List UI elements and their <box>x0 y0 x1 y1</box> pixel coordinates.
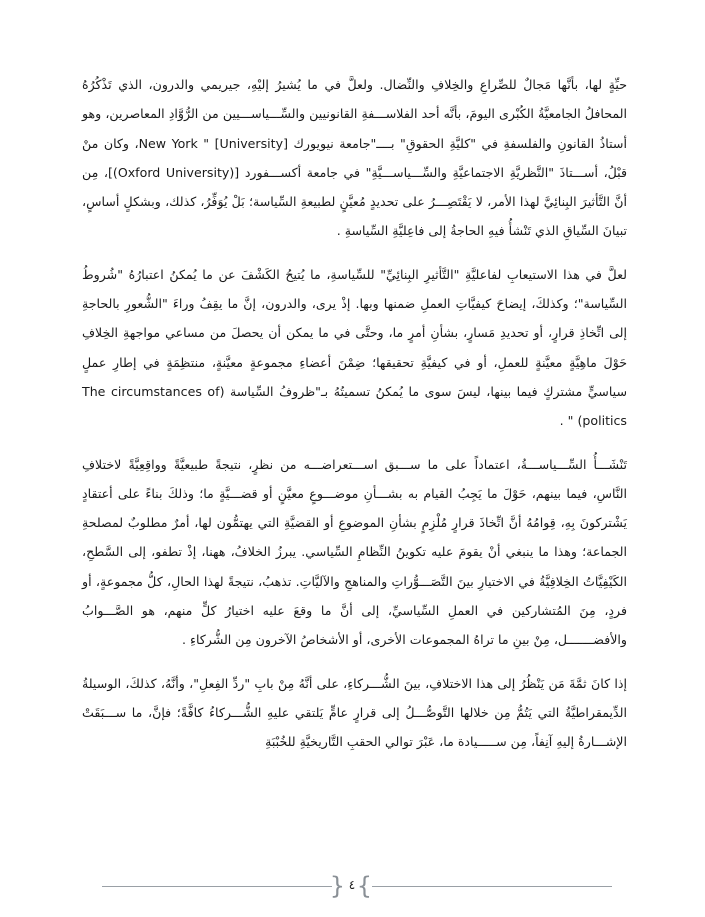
text-line: اعتبارُهُ "شُروطُ السِّياسة"؛ وكذلكَ، إيضاحَ كيفيَّاتِ العملِ ضمنها وبها. إذْ يرى، والدرون، إنَّ ما <box>82 266 627 312</box>
text-line: حيِّةٍ لها، بأنَّها مَجالٌ للصِّراعِ والخِلافِ والنِّضال. ولعلَّ في ما يُشيرُ إليْهِ، جيريمي والدرون، الذي <box>118 77 627 92</box>
text-line: بناءً على أعتقادٍ يَشْتركونَ بِهِ، قِوامُهُ أنَّ اتِّخاذَ قرارٍ مُلْزِمٍ بشأنِ الموضوعِ أو القضيَّةِ التي يهتمُّون <box>82 485 627 531</box>
text-line: وأنَّهُ، كذلكَ، الوسيلةُ الدِّيمقراطيَّةُ التي يَتُمُّ مِن خلالها التَّوصُّـــلُ إلى قرارٍ عامٍّ يَلتقي عليهِ الشُّـــركاءُ <box>82 675 627 720</box>
page-number: ٤ <box>348 878 356 892</box>
text-line: الخلافُ، ههنا، إذْ تطفو، إلى السَّطحِ، الكَيْفِيَّاتُ الخِلافِيَّةُ في الاختيارِ بينَ التَّصَـــوُّراتِ والمناهجِ <box>82 544 627 589</box>
paragraph <box>82 450 627 655</box>
footer-rule-right <box>372 886 612 887</box>
text-line: المعاصرين، وهو أستاذُ القانونِ والفلسفةِ في "كليَّةِ الحقوقِ" بــــ"جامعة نيويورك [New York " <box>82 106 627 151</box>
paragraph <box>82 260 627 436</box>
text-line: إلى أنَّ ما وقعَ عليه اختيارُ كلٍّ منهم، هو الصَّـــوابُ والأفضـــــــل، مِنْ بينِ ما تراهُ المجموعات <box>82 603 627 648</box>
text-line: لاختلافِ النَّاسِ، فيما بينهم، حَوْلَ ما يَجِبُ القيام به بشـــأنِ موضـــوعٍ معيَّنٍ أو قضـــيَّةٍ ما؛ وذلكَ <box>82 456 627 501</box>
text-line: [(Oxford University)]، مِن أنَّ التَّأثيرَ البِنائِيَّ لهذا الأمر، لا يَقْتَصِـــرُ على تحديدٍ مُعيَّنٍ <box>82 164 627 210</box>
document-body <box>82 70 627 771</box>
paragraph <box>82 669 627 757</box>
text-line: لعلَّ في هذا الاستيعابِ لفاعليَّةِ "التَّأثيرِ البِنائِيِّ" للسِّياسةِ، ما يُتيحُ الكَشْفَ عن ما يُمكنُ <box>169 266 628 282</box>
text-line: تسميتُهُ بـ"ظروفُ السِّياسة (The circumstances of politics) " . <box>82 383 627 429</box>
text-line: تَنْشَـــأُ السِّـــياســـةُ، اعتماداً على ما ســـبق اســـتعراضـــه من نظرٍ، نتيجةً طبيعيَّةً وواقِعِيَّةً <box>128 456 627 472</box>
text-line: تَذْكُرُهُ المحافلُ الجامعيَّةُ الكُبْرى اليومَ، بأنَّه أحد الفلاســـفةِ القانونيين والسِّـــياســـيين من الرُّوَّادِ <box>82 77 627 122</box>
text-line: أعضاءِ مجموعةٍ معيَّنةٍ، منتظِمَةٍ في إطارِ عملٍ سياسيٍّ مشتركٍ فيما بينها، ليسَ سوى ما يُمكنُ <box>82 354 628 399</box>
text-line: لطبيعةِ السِّياسة؛ بَلْ يُوَفِّرُ، كذلك، وبشكلٍ أساسٍ، تبيانَ السِّياقِ الذي تَنْشأُ فيهِ الحاجةُ إلى فاعِليَّةِ <box>82 194 627 239</box>
text-line: الأخرى، أو الأشخاصُ الآخرون مِن الشُّركاءِ . <box>182 632 406 648</box>
text-line: السِّياسةِ . <box>336 223 389 239</box>
footer-bracket-left-icon: { <box>329 872 345 900</box>
paragraph <box>82 70 627 246</box>
text-line: يقِفُ وراءَ "الشُّعورِ بالحاجةِ إلى اتِّخاذِ قرارٍ، أو تحديدِ مَسارٍ، بشأنِ أمرٍ ما، وحتَّى في ما يمكن <box>82 296 627 341</box>
page-footer <box>0 870 705 906</box>
text-line: لها، أمرٌ مطلوبٌ لمصلحةِ الجماعة؛ وهذا ما ينبغي أنْ يقومَ عليه تكوينُ النِّظامِ السِّياسي. يبرزُ <box>82 515 627 560</box>
text-line: والآليَّاتِ. تذهبُ، نتيجةً لهذا الحالِ، كلُّ مجموعةٍ، أو فردٍ، مِنَ المُتشاركين في العملِ السِّياسيِّ، <box>82 573 627 619</box>
text-line: كافَّةً؛ فإنَّ، ما ســـبَقَتْ الإشـــارةُ إليهِ آنِفاً، مِن ســـــيادة ما، عَبْرَ توالي الحقبِ التَّاريخيَّةِ للخُبْبَةِ <box>82 704 627 750</box>
text-line: إذا كانَ ثمَّةَ مَن يَنْظُرُ إلى هذا الاختلافِ، بينَ الشُّـــركاءِ، على أنَّهُ مِنْ بابِ "ردِّ الفِعلِ"، <box>189 675 627 691</box>
text-line: [University، وكان منْ قبْلُ، أســـتاذَ "النَّظريَّةِ الاجتماعيَّةِ والسِّـــياســـيَّةِ" في جامعة أكســـفورد <box>82 135 627 180</box>
text-line: أن يحصلَ من مساعي مواجهةِ الخِلافِ حَوْلَ ماهِيَّةٍ معيَّنةٍ للعملِ، أو في كيفيَّةِ تحقيقها؛ ضِمْنَ <box>82 325 627 370</box>
footer-rule-left <box>102 886 332 887</box>
footer-bracket-right-icon: } <box>356 872 372 900</box>
